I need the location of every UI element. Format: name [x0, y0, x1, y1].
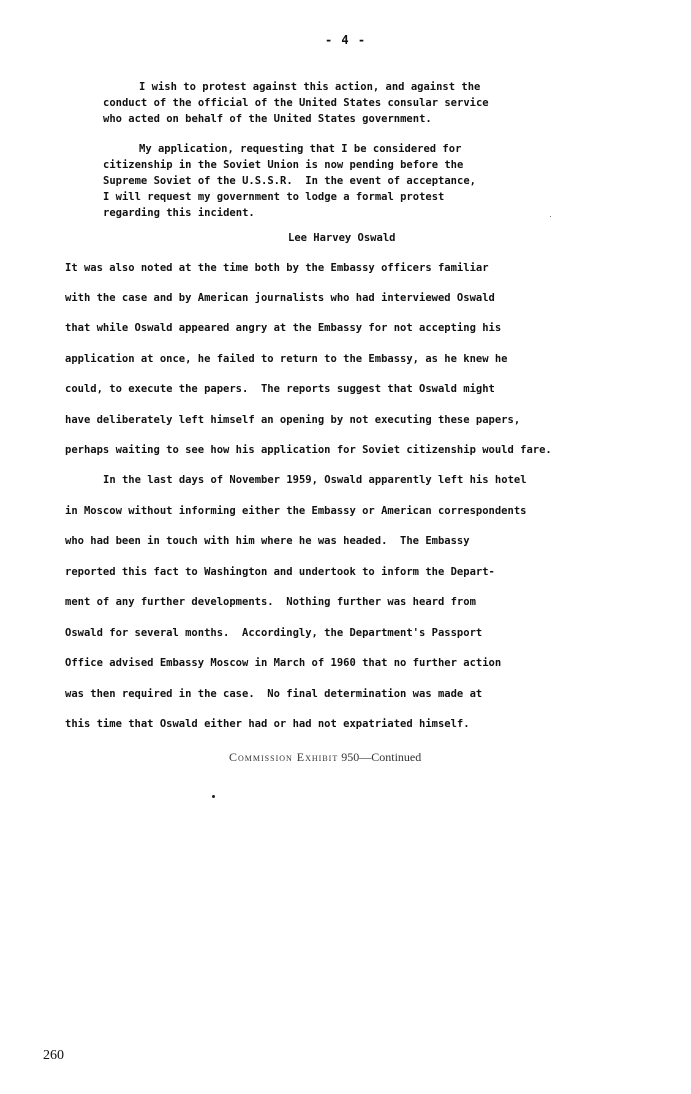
letter-line: I wish to protest against this action, and against the: [139, 81, 481, 93]
body-line: that while Oswald appeared angry at the Embassy for not accepting his: [65, 322, 502, 334]
body-line: application at once, he failed to return to the Embassy, as he knew he: [65, 353, 508, 365]
body-line: Oswald for several months. Accordingly, the Department's Passport: [65, 627, 483, 639]
letter-line: My application, requesting that I be considered for: [139, 143, 462, 155]
page-number: 260: [43, 1048, 64, 1063]
body-line: Office advised Embassy Moscow in March of 1960 that no further action: [65, 657, 502, 669]
body-line: could, to execute the papers. The reports suggest that Oswald might: [65, 383, 495, 395]
body-line: In the last days of November 1959, Oswald apparently left his hotel: [103, 474, 527, 486]
body-line: who had been in touch with him where he was headed. The Embassy: [65, 535, 470, 547]
letter-line: conduct of the official of the United States consular service: [103, 97, 489, 109]
caption-number: 950: [341, 750, 360, 764]
body-line: in Moscow without informing either the Embassy or American correspondents: [65, 505, 527, 517]
body-line: It was also noted at the time both by the Embassy officers familiar: [65, 262, 489, 274]
body-line: this time that Oswald either had or had not expatriated himself.: [65, 718, 470, 730]
letter-signature: Lee Harvey Oswald: [288, 232, 396, 244]
body-line: ment of any further developments. Nothing further was heard from: [65, 596, 476, 608]
scan-artifact: [550, 216, 551, 217]
exhibit-caption: [229, 750, 421, 765]
body-line: reported this fact to Washington and undertook to inform the Depart-: [65, 566, 495, 578]
body-line: with the case and by American journalists who had interviewed Oswald: [65, 292, 495, 304]
body-line: perhaps waiting to see how his application for Soviet citizenship would fare.: [65, 444, 552, 456]
body-line: have deliberately left himself an opening by not executing these papers,: [65, 414, 521, 426]
letter-line: regarding this incident.: [103, 207, 255, 219]
letter-line: who acted on behalf of the United States government.: [103, 113, 432, 125]
caption-suffix: —Continued: [359, 750, 422, 764]
body-line: was then required in the case. No final determination was made at: [65, 688, 483, 700]
letter-line: I will request my government to lodge a formal protest: [103, 191, 445, 203]
letter-line: citizenship in the Soviet Union is now pending before the: [103, 159, 464, 171]
scan-artifact: [212, 795, 215, 798]
letter-paragraph-1: [103, 79, 573, 127]
caption-label: Commission Exhibit: [229, 750, 339, 764]
letter-paragraph-2: [103, 141, 573, 221]
page-marker: - 4 -: [324, 33, 367, 47]
letter-line: Supreme Soviet of the U.S.S.R. In the event of acceptance,: [103, 175, 476, 187]
